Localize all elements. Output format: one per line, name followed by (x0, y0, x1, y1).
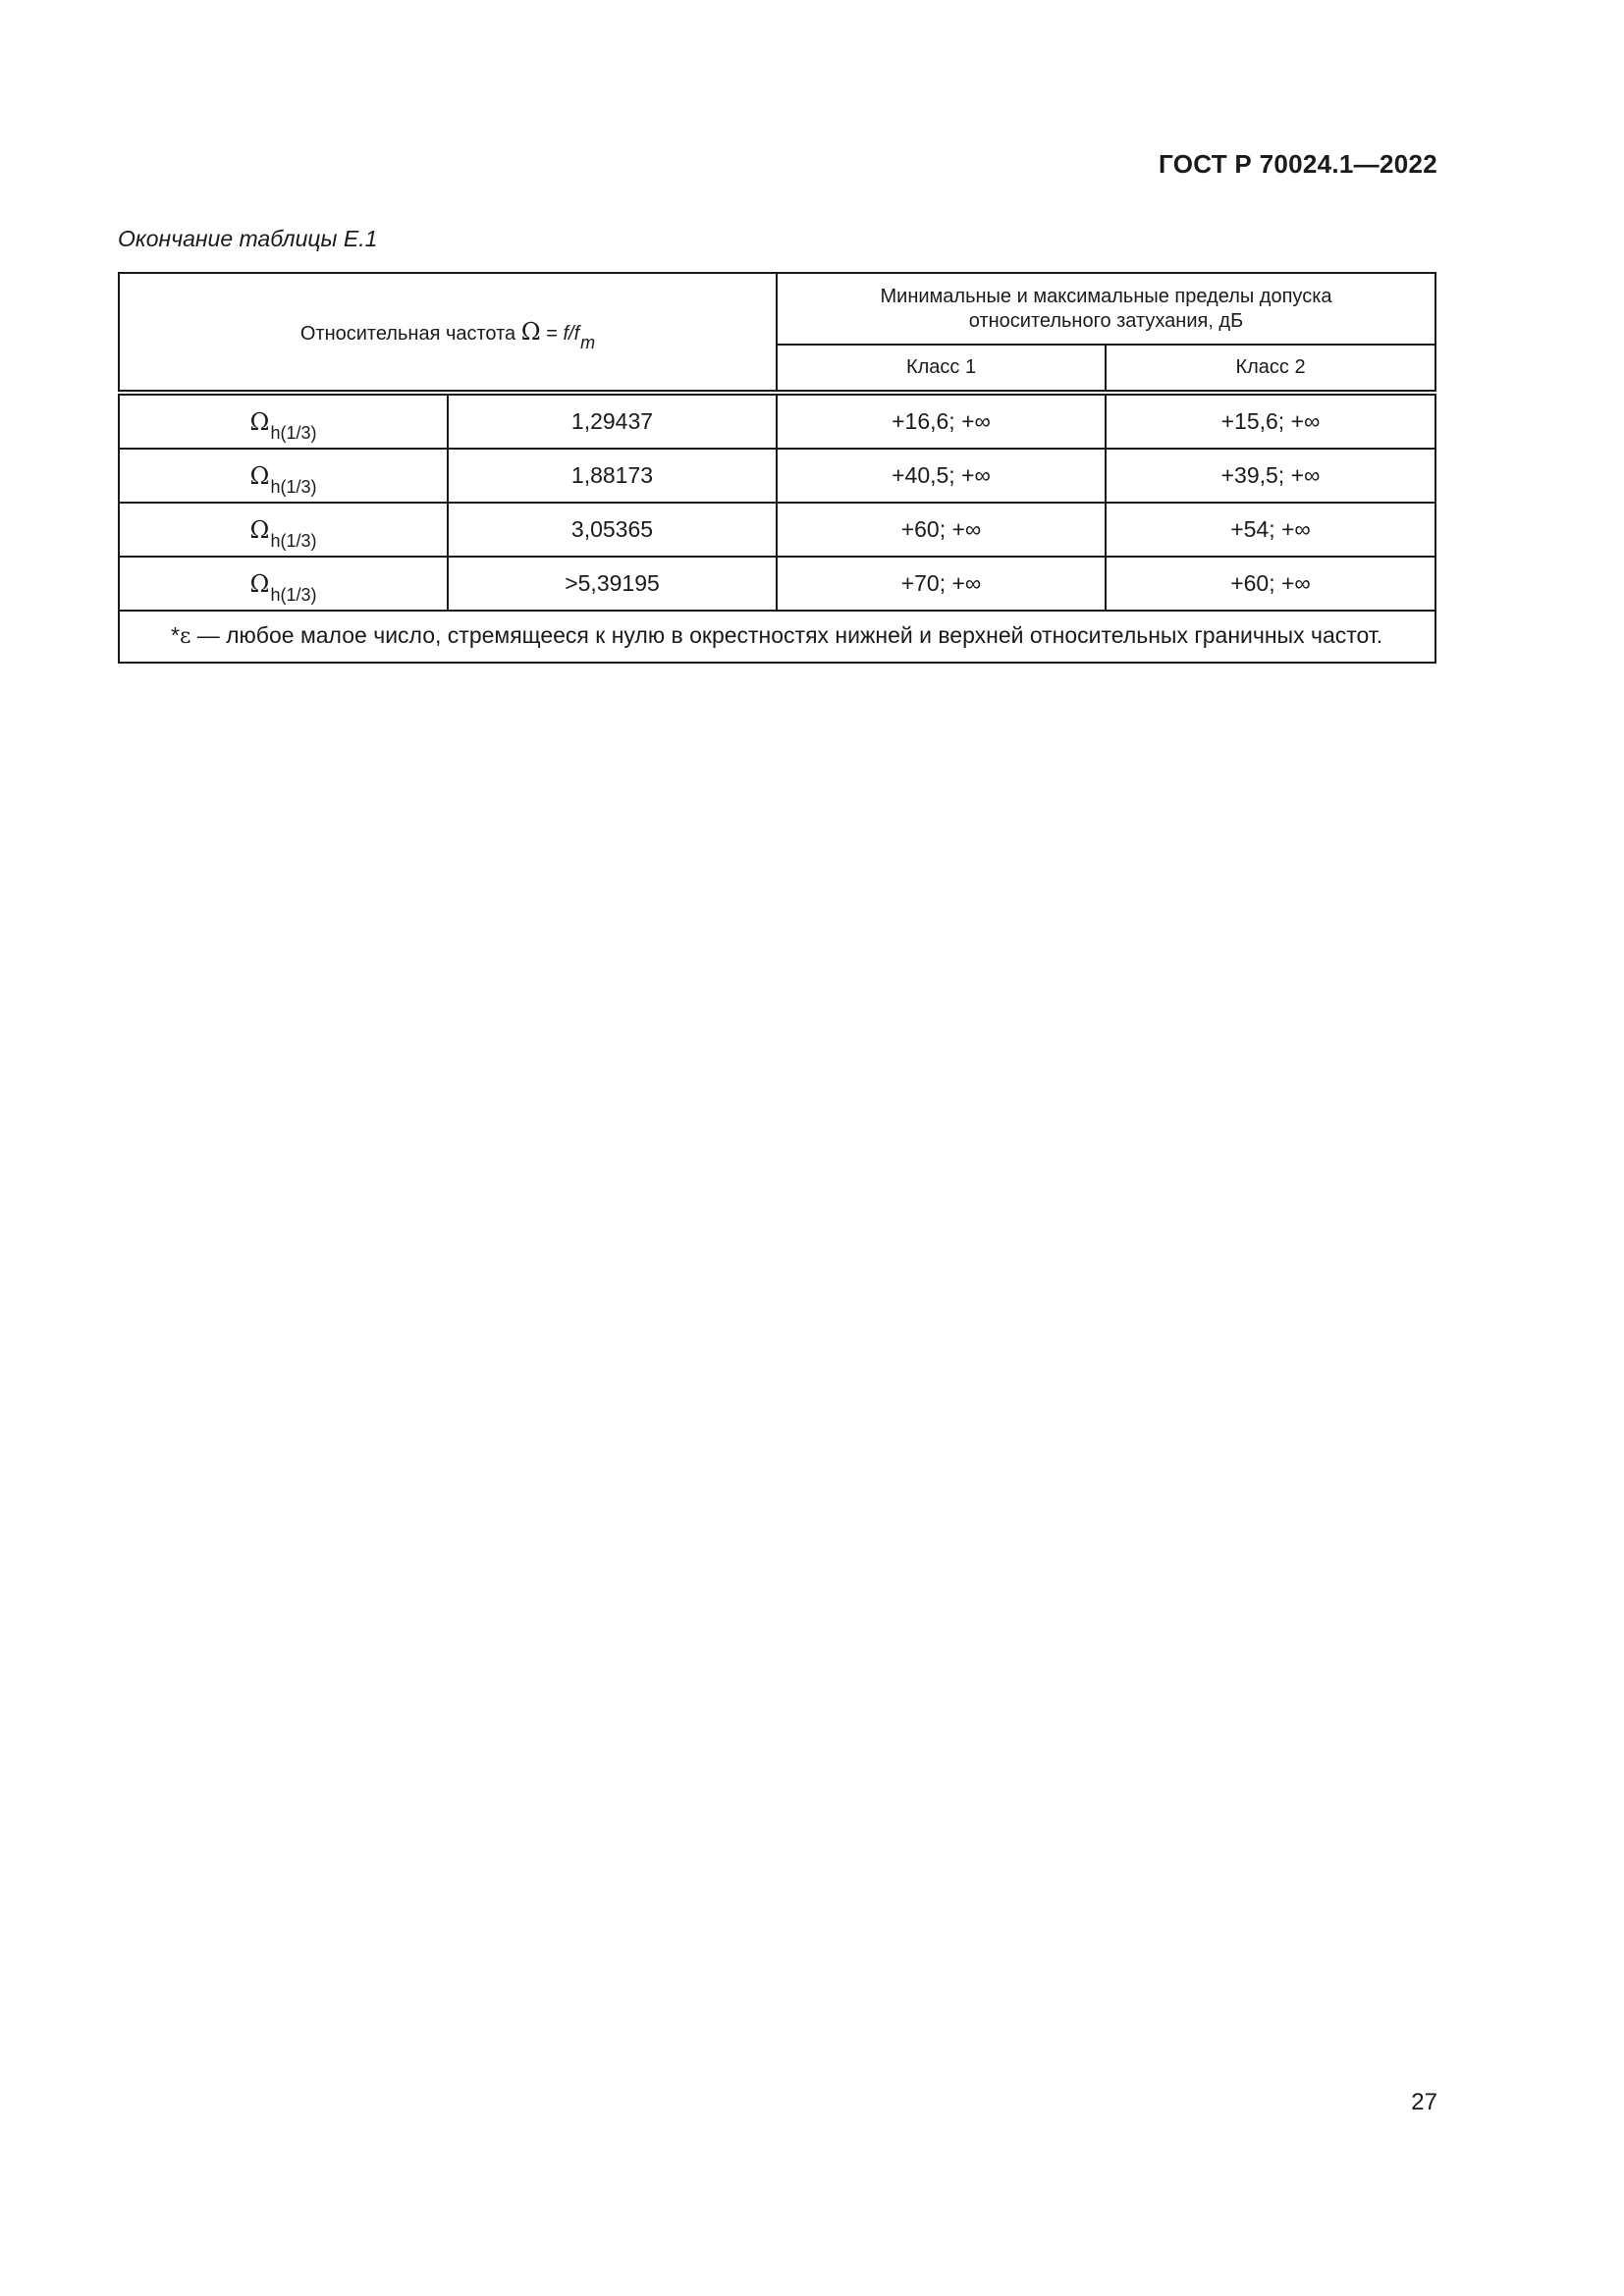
table-caption: Окончание таблицы Е.1 (118, 226, 378, 251)
table-row (119, 557, 1435, 611)
equals-sign: = (540, 323, 564, 345)
f-variable: f (563, 323, 569, 345)
frequency-symbol-cell (119, 393, 448, 449)
class-2-limit-cell: +15,6; +∞ (1106, 393, 1435, 449)
class-1-limit-cell: +60; +∞ (777, 503, 1106, 557)
class-1-limit-cell: +16,6; +∞ (777, 393, 1106, 449)
omega-subscript: h(1/3) (270, 422, 317, 443)
header-relative-frequency (119, 273, 777, 393)
footnote-row (119, 611, 1435, 663)
standard-designation: ГОСТ Р 70024.1—2022 (1159, 149, 1437, 179)
class-1-limit-cell: +70; +∞ (777, 557, 1106, 611)
fm-variable: f (573, 323, 580, 345)
frequency-value-cell: 1,29437 (448, 393, 777, 449)
omega-symbol: Ω (520, 318, 541, 346)
omega-subscript: h(1/3) (270, 476, 317, 497)
page-number: 27 (1411, 2089, 1437, 2115)
header-class-1: Класс 1 (777, 345, 1106, 393)
frequency-symbol-cell (119, 503, 448, 557)
class-2-limit-cell: +60; +∞ (1106, 557, 1435, 611)
tolerance-table (118, 272, 1436, 664)
omega-symbol: Ω (249, 515, 270, 544)
omega-subscript: h(1/3) (270, 584, 317, 605)
footnote-body: — любое малое число, стремящееся к нулю в окрестностях нижней и верхней относительных граничных частот. (190, 622, 1383, 648)
frequency-value-cell: >5,39195 (448, 557, 777, 611)
fm-subscript: m (580, 333, 596, 352)
slash-symbol: / (568, 323, 574, 345)
class-2-limit-cell: +39,5; +∞ (1106, 449, 1435, 503)
freq-header-label: Относительная частота (299, 323, 516, 345)
table-row (119, 449, 1435, 503)
footnote (119, 611, 1435, 663)
table-row (119, 503, 1435, 557)
omega-symbol: Ω (249, 569, 270, 598)
epsilon-symbol: ε (179, 624, 191, 649)
omega-symbol: Ω (249, 407, 270, 436)
footnote-text (134, 620, 1421, 652)
frequency-value-cell: 1,88173 (448, 449, 777, 503)
frequency-value-cell: 3,05365 (448, 503, 777, 557)
limits-header-text: Минимальные и максимальные пределы допуска относительного затухания, дБ (880, 285, 1332, 332)
footnote-mark: * (171, 622, 180, 648)
omega-symbol: Ω (249, 461, 270, 490)
class-1-limit-cell: +40,5; +∞ (777, 449, 1106, 503)
frequency-symbol-cell (119, 449, 448, 503)
table-row (119, 393, 1435, 449)
header-tolerance-limits (777, 273, 1435, 345)
class-2-limit-cell: +54; +∞ (1106, 503, 1435, 557)
header-class-2: Класс 2 (1106, 345, 1435, 393)
frequency-symbol-cell (119, 557, 448, 611)
omega-subscript: h(1/3) (270, 530, 317, 551)
